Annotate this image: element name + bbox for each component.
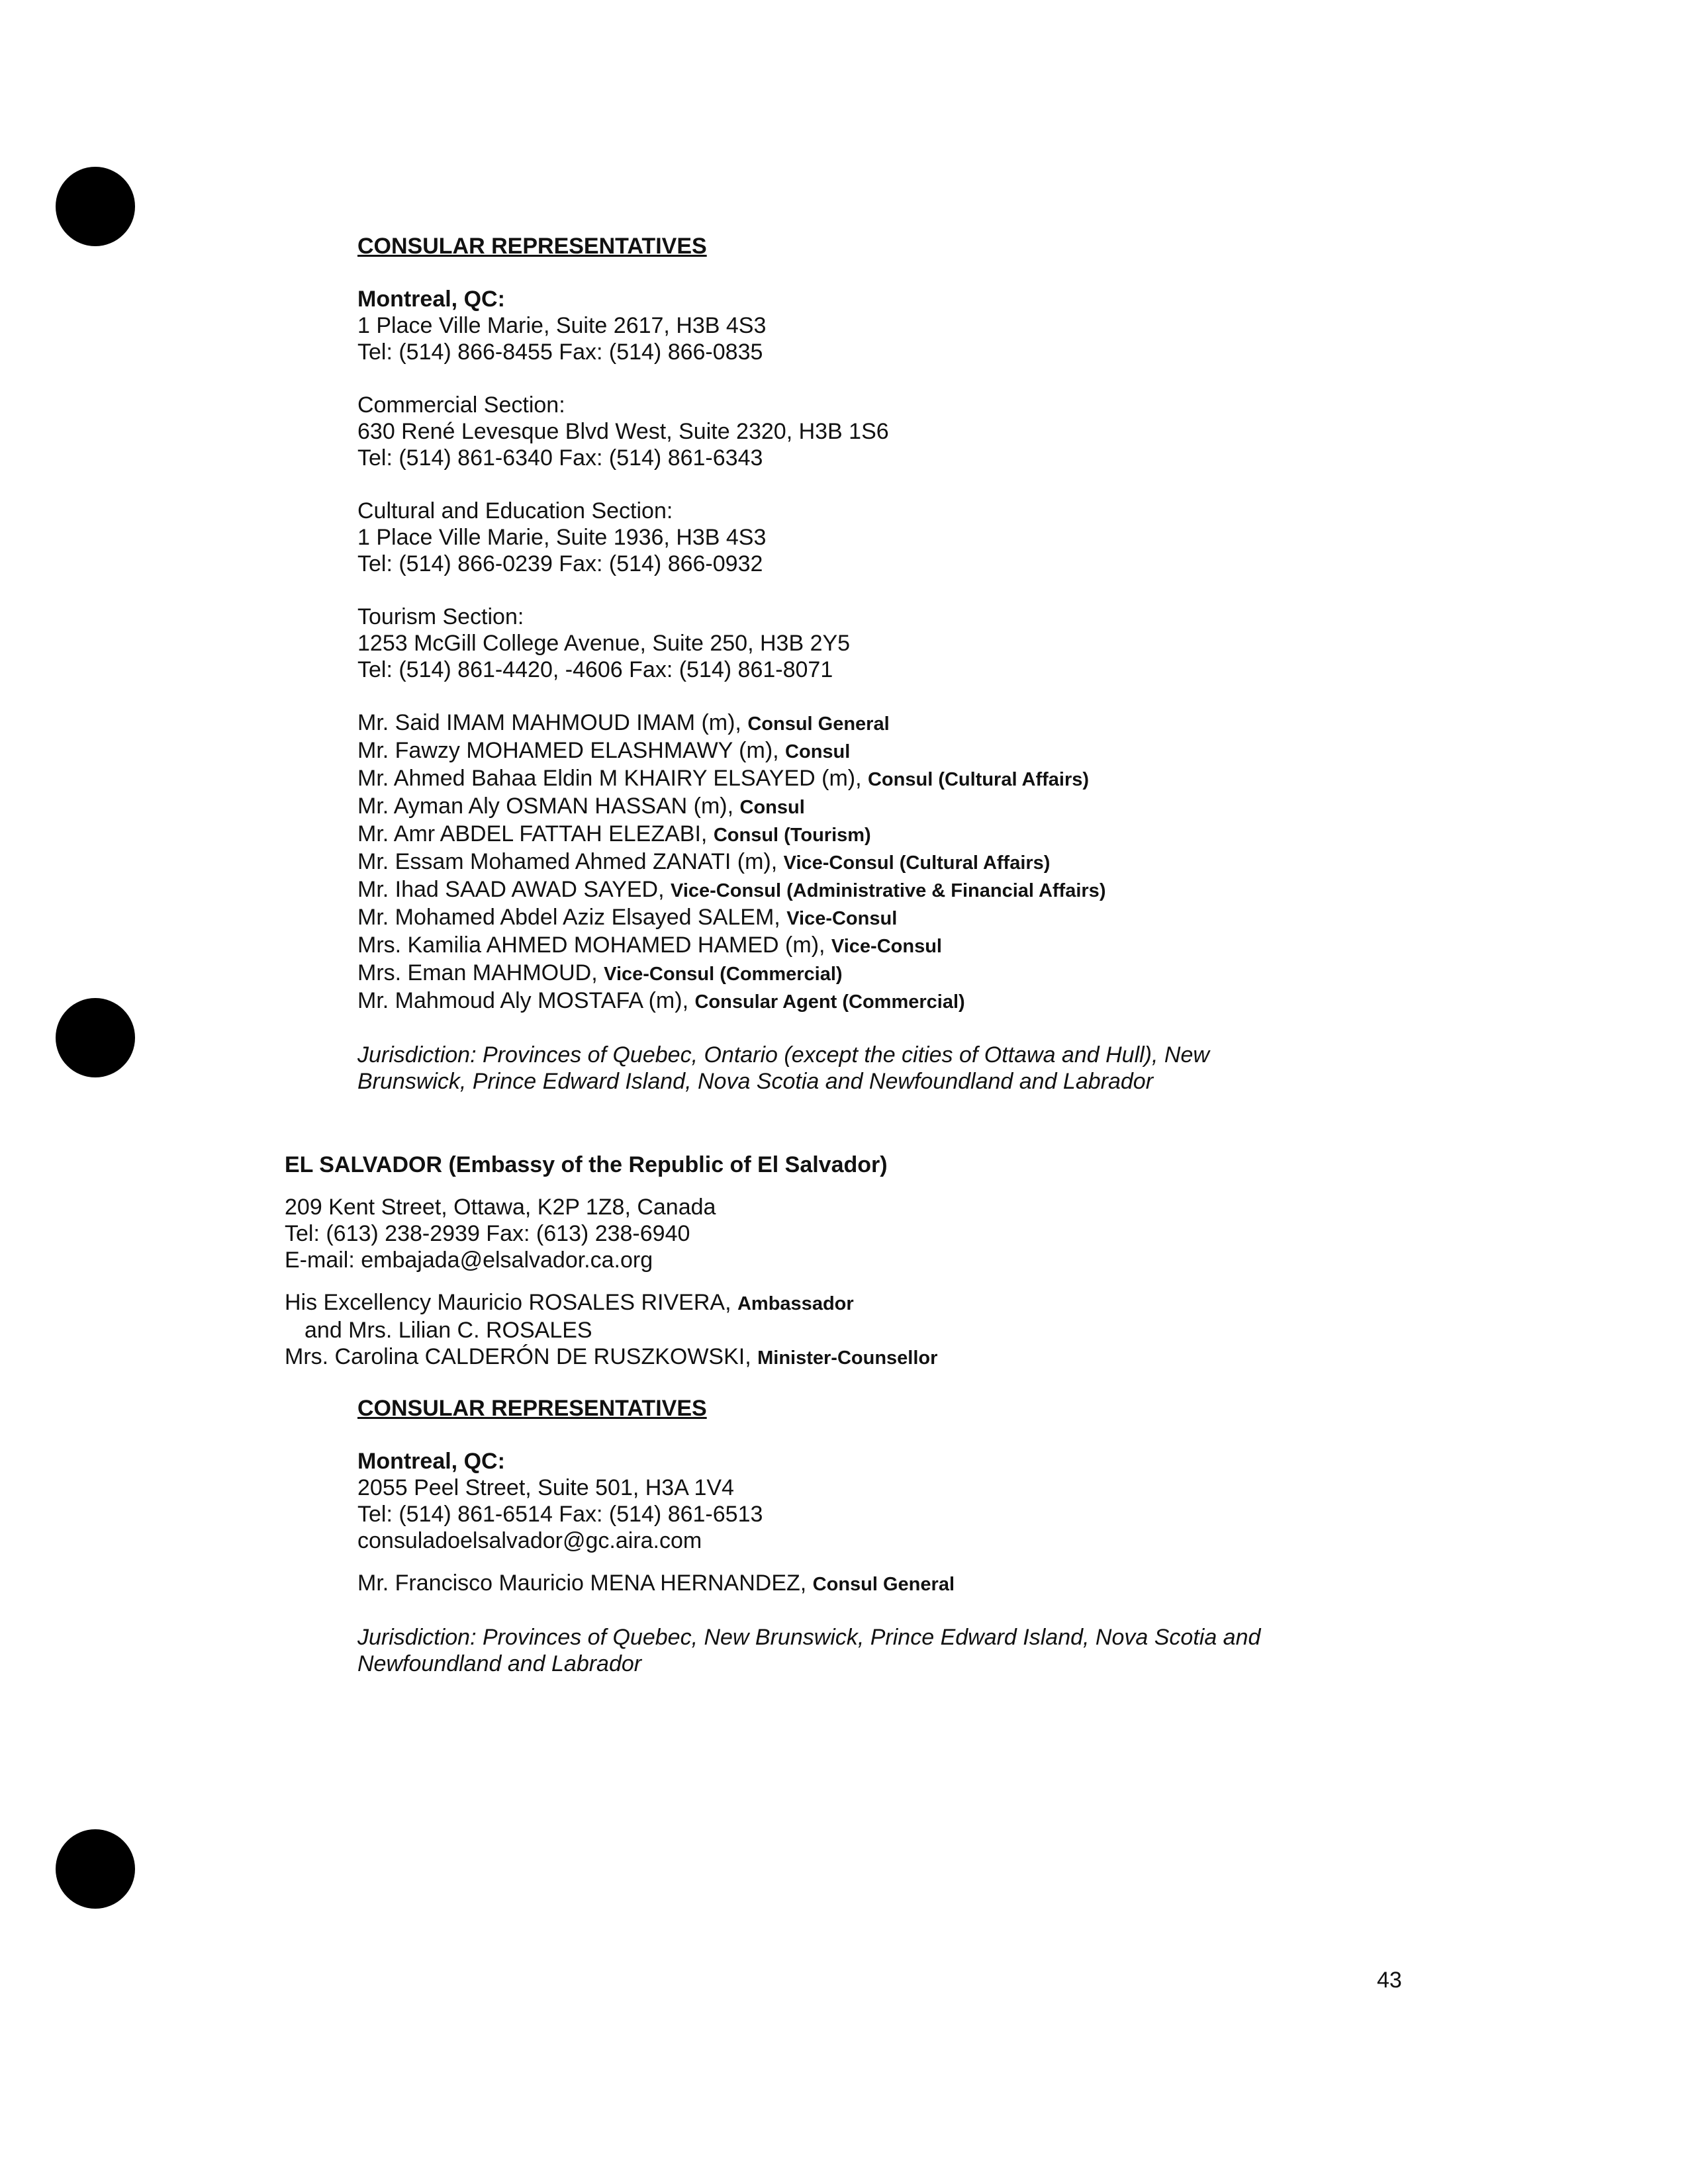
jurisdiction-line-1: Jurisdiction: Provinces of Quebec, New Brunswick, Prince Edward Island, Nova Scotia and (357, 1625, 1261, 1650)
staff-entry (357, 737, 1209, 765)
country-heading: EL SALVADOR (Embassy of the Republic of El Salvador) (285, 1152, 888, 1177)
staff-name: Mrs. Kamilia AHMED MOHAMED HAMED (m), (357, 933, 831, 958)
tourism-section-address: 1253 McGill College Avenue, Suite 250, H3B 2Y5 (357, 631, 851, 656)
consulate-city: Montreal, QC: (357, 287, 505, 312)
staff-name: Mr. Essam Mohamed Ahmed ZANATI (m), (357, 849, 784, 874)
embassy-address: 209 Kent Street, Ottawa, K2P 1Z8, Canada (285, 1195, 716, 1220)
staff-name: Mr. Ayman Aly OSMAN HASSAN (m), (357, 794, 740, 819)
staff-title: Ambassador (737, 1293, 854, 1314)
staff-title: Consul (Tourism) (713, 825, 871, 846)
jurisdiction-line-1: Jurisdiction: Provinces of Quebec, Ontario (except the cities of Ottawa and Hull), New (357, 1042, 1209, 1068)
staff-name: His Excellency Mauricio ROSALES RIVERA, (285, 1290, 737, 1315)
staff-title: Vice-Consul (Administrative & Financial Affairs) (671, 880, 1106, 901)
jurisdiction-line-2: Brunswick, Prince Edward Island, Nova Scotia and Newfoundland and Labrador (357, 1069, 1154, 1094)
consular-heading: CONSULAR REPRESENTATIVES (357, 1396, 707, 1421)
staff-name: Mr. Mohamed Abdel Aziz Elsayed SALEM, (357, 905, 787, 930)
staff-name: Mrs. Carolina CALDERÓN DE RUSZKOWSKI, (285, 1344, 758, 1369)
binder-hole-bottom (56, 1829, 135, 1909)
staff-entry (357, 821, 1209, 848)
consulate-email: consuladoelsalvador@gc.aira.com (357, 1528, 702, 1553)
staff-title: Consul General (812, 1574, 955, 1595)
consulate-city: Montreal, QC: (357, 1449, 505, 1474)
page-number: 43 (1377, 1968, 1402, 1993)
commercial-section-label: Commercial Section: (357, 392, 565, 418)
staff-name: Mrs. Eman MAHMOUD, (357, 960, 604, 985)
embassy-tel-fax: Tel: (613) 238-2939 Fax: (613) 238-6940 (285, 1221, 690, 1246)
consulate-tel-fax: Tel: (514) 866-8455 Fax: (514) 866-0835 (357, 340, 763, 365)
staff-entry (357, 987, 1209, 1015)
el-salvador-consular-section (357, 1395, 1260, 1677)
binder-hole-middle (56, 998, 135, 1077)
staff-name: Mr. Fawzy MOHAMED ELASHMAWY (m), (357, 738, 786, 763)
consular-section-montreal (357, 233, 1209, 1095)
staff-title: Consul (Cultural Affairs) (867, 769, 1090, 790)
staff-title: Vice-Consul (831, 936, 942, 957)
staff-entry (357, 876, 1209, 904)
cultural-section-label: Cultural and Education Section: (357, 498, 673, 523)
consulate-address: 2055 Peel Street, Suite 501, H3A 1V4 (357, 1475, 734, 1500)
staff-entry (357, 960, 1209, 987)
staff-name: Mr. Mahmoud Aly MOSTAFA (m), (357, 988, 695, 1013)
staff-title: Vice-Consul (786, 908, 898, 929)
staff-name: Mr. Francisco Mauricio MENA HERNANDEZ, (357, 1570, 813, 1596)
commercial-section-tel-fax: Tel: (514) 861-6340 Fax: (514) 861-6343 (357, 445, 763, 471)
embassy-email: E-mail: embajada@elsalvador.ca.org (285, 1248, 653, 1273)
staff-name: Mr. Ahmed Bahaa Eldin M KHAIRY ELSAYED (m), (357, 766, 868, 791)
staff-entry-spouse (285, 1317, 937, 1343)
staff-name: Mr. Said IMAM MAHMOUD IMAM (m), (357, 710, 748, 735)
staff-entry (357, 1570, 1260, 1598)
cultural-section-tel-fax: Tel: (514) 866-0239 Fax: (514) 866-0932 (357, 551, 763, 576)
staff-entry (285, 1289, 937, 1317)
staff-entry (357, 765, 1209, 793)
staff-entry (357, 932, 1209, 960)
staff-entry (357, 848, 1209, 876)
commercial-section-address: 630 René Levesque Blvd West, Suite 2320, H3B 1S6 (357, 419, 889, 444)
staff-title: Consular Agent (Commercial) (694, 991, 965, 1013)
consulate-address: 1 Place Ville Marie, Suite 2617, H3B 4S3 (357, 313, 767, 338)
binder-hole-top (56, 167, 135, 246)
staff-name: Mr. Ihad SAAD AWAD SAYED, (357, 877, 671, 902)
staff-title: Minister-Counsellor (757, 1347, 938, 1369)
el-salvador-embassy (285, 1152, 937, 1371)
staff-title: Consul General (747, 713, 890, 735)
tourism-section-label: Tourism Section: (357, 604, 524, 629)
staff-name: and Mrs. Lilian C. ROSALES (305, 1318, 592, 1343)
staff-title: Consul (785, 741, 851, 762)
staff-title: Vice-Consul (Commercial) (604, 964, 843, 985)
staff-entry (357, 793, 1209, 821)
consular-heading: CONSULAR REPRESENTATIVES (357, 234, 707, 259)
staff-name: Mr. Amr ABDEL FATTAH ELEZABI, (357, 821, 714, 846)
staff-title: Vice-Consul (Cultural Affairs) (783, 852, 1051, 874)
staff-title: Consul (739, 797, 805, 818)
staff-entry (285, 1343, 937, 1371)
cultural-section-address: 1 Place Ville Marie, Suite 1936, H3B 4S3 (357, 525, 767, 550)
staff-entry (357, 904, 1209, 932)
tourism-section-tel-fax: Tel: (514) 861-4420, -4606 Fax: (514) 861-8071 (357, 657, 833, 682)
staff-entry (357, 709, 1209, 737)
jurisdiction-line-2: Newfoundland and Labrador (357, 1651, 642, 1676)
consulate-tel-fax: Tel: (514) 861-6514 Fax: (514) 861-6513 (357, 1502, 763, 1527)
